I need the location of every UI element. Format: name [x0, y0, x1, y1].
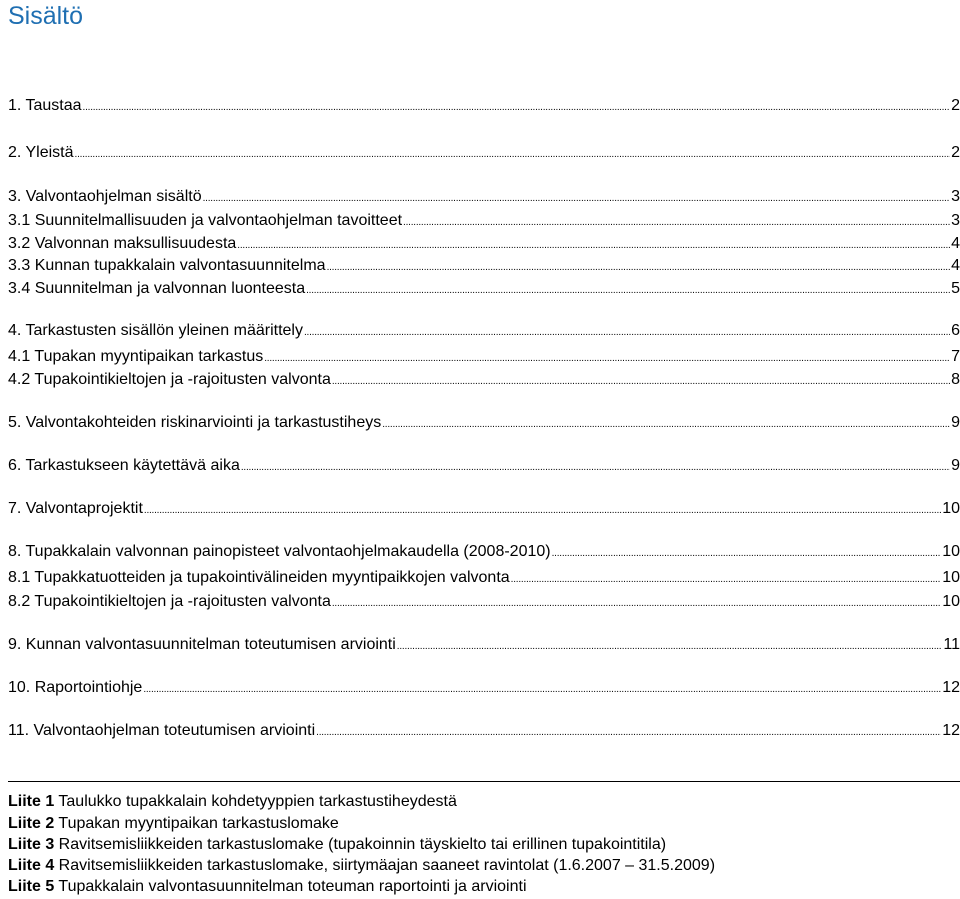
toc-entry[interactable]	[8, 211, 960, 233]
toc-entry-page: 10	[942, 569, 960, 586]
toc-leader-dots	[304, 321, 950, 343]
toc-leader-dots	[203, 187, 951, 209]
appendix-text: Taulukko tupakkalain kohdetyyppien tarkastustiheydestä	[54, 793, 457, 810]
toc-entry[interactable]	[8, 347, 960, 369]
toc-entry-label: 10. Raportointiohje	[8, 679, 143, 696]
toc-entry-page: 2	[951, 97, 960, 114]
appendix-tag: Liite 4	[8, 857, 55, 874]
toc-leader-dots	[327, 256, 951, 278]
appendix-item	[8, 855, 715, 876]
toc-leader-dots	[75, 143, 951, 165]
toc-entry[interactable]	[8, 721, 960, 743]
toc-entry[interactable]	[8, 568, 960, 590]
toc-leader-dots	[332, 592, 941, 614]
toc-leader-dots	[403, 211, 950, 233]
toc-entry[interactable]	[8, 370, 960, 392]
appendix-text: Tupakan myyntipaikan tarkastuslomake	[54, 815, 339, 832]
toc-entry-label: 3.3 Kunnan tupakkalain valvontasuunnitelma	[8, 257, 326, 274]
appendix-item	[8, 876, 527, 897]
toc-entry[interactable]	[8, 187, 960, 209]
toc-leader-dots	[552, 542, 942, 564]
toc-entry-page: 6	[951, 322, 960, 339]
toc-entry-page: 5	[951, 280, 960, 297]
appendix-tag: Liite 3	[8, 836, 55, 853]
toc-entry-page: 3	[951, 212, 960, 229]
toc-entry-page: 7	[951, 348, 960, 365]
toc-entry-label: 4. Tarkastusten sisällön yleinen määrittely	[8, 322, 303, 339]
toc-entry-label: 8.1 Tupakkatuotteiden ja tupakointivälineiden myyntipaikkojen valvonta	[8, 569, 510, 586]
toc-entry-label: 1. Taustaa	[8, 97, 82, 114]
toc-entry[interactable]	[8, 234, 960, 256]
toc-entry-page: 3	[951, 188, 960, 205]
page-title: Sisältö	[8, 2, 84, 30]
toc-entry-page: 10	[942, 593, 960, 610]
toc-entry-label: 3.4 Suunnitelman ja valvonnan luonteesta	[8, 280, 306, 297]
toc-entry-label: 7. Valvontaprojektit	[8, 500, 143, 517]
toc-entry-page: 4	[951, 257, 960, 274]
toc-leader-dots	[316, 721, 941, 743]
toc-entry-label: 3.2 Valvonnan maksullisuudesta	[8, 235, 237, 252]
appendix-item	[8, 834, 666, 855]
toc-entry-page: 10	[942, 543, 960, 560]
toc-entry-page: 8	[951, 371, 960, 388]
toc-entry-label: 9. Kunnan valvontasuunnitelman toteutumisen arviointi	[8, 636, 396, 653]
toc-leader-dots	[241, 456, 950, 478]
toc-entry-label: 6. Tarkastukseen käytettävä aika	[8, 457, 240, 474]
appendix-tag: Liite 1	[8, 793, 55, 810]
toc-entry[interactable]	[8, 321, 960, 343]
toc-entry[interactable]	[8, 635, 960, 657]
toc-entry-page: 9	[951, 457, 960, 474]
appendix-item	[8, 791, 457, 812]
appendix-text: Ravitsemisliikkeiden tarkastuslomake, siirtymäajan saaneet ravintolat (1.6.2007 – 31.5.2009)	[54, 857, 716, 874]
appendix-tag: Liite 5	[8, 878, 55, 895]
toc-entry-label: 11. Valvontaohjelman toteutumisen arviointi	[8, 722, 316, 739]
appendix-tag: Liite 2	[8, 815, 55, 832]
toc-entry-label: 2. Yleistä	[8, 144, 74, 161]
toc-entry[interactable]	[8, 499, 960, 521]
appendix-text: Ravitsemisliikkeiden tarkastuslomake (tupakoinnin täyskielto tai erillinen tupakointitila)	[54, 836, 667, 853]
divider	[8, 781, 960, 782]
toc-entry-label: 4.2 Tupakointikieltojen ja -rajoitusten valvonta	[8, 371, 331, 388]
toc-entry[interactable]	[8, 413, 960, 435]
toc-entry[interactable]	[8, 143, 960, 165]
toc-leader-dots	[144, 499, 941, 521]
toc-entry[interactable]	[8, 256, 960, 278]
toc-leader-dots	[382, 413, 950, 435]
toc-leader-dots	[237, 234, 950, 256]
toc-entry-label: 3. Valvontaohjelman sisältö	[8, 188, 202, 205]
toc-entry-label: 3.1 Suunnitelmallisuuden ja valvontaohjelman tavoitteet	[8, 212, 403, 229]
appendix-text: Tupakkalain valvontasuunnitelman toteuman raportointi ja arviointi	[54, 878, 527, 895]
toc-leader-dots	[264, 347, 950, 369]
toc-entry[interactable]	[8, 542, 960, 564]
toc-leader-dots	[83, 96, 951, 118]
toc-entry-page: 12	[942, 722, 960, 739]
toc-leader-dots	[332, 370, 950, 392]
toc-entry-label: 8.2 Tupakointikieltojen ja -rajoitusten valvonta	[8, 593, 331, 610]
toc-leader-dots	[143, 678, 941, 700]
toc-entry[interactable]	[8, 678, 960, 700]
toc-entry-label: 8. Tupakkalain valvonnan painopisteet valvontaohjelmakaudella (2008-2010)	[8, 543, 551, 560]
appendix-item	[8, 813, 339, 834]
toc-entry-page: 11	[943, 636, 960, 653]
toc-entry-page: 2	[951, 144, 960, 161]
toc-leader-dots	[511, 568, 942, 590]
toc-leader-dots	[306, 279, 950, 301]
toc-entry-page: 9	[951, 414, 960, 431]
toc-entry-page: 12	[942, 679, 960, 696]
toc-entry-page: 10	[942, 500, 960, 517]
toc-entry[interactable]	[8, 592, 960, 614]
toc-entry[interactable]	[8, 456, 960, 478]
toc-entry[interactable]	[8, 96, 960, 118]
toc-entry-label: 4.1 Tupakan myyntipaikan tarkastus	[8, 348, 264, 365]
toc-entry-label: 5. Valvontakohteiden riskinarviointi ja tarkastustiheys	[8, 414, 382, 431]
toc-leader-dots	[397, 635, 943, 657]
toc-entry-page: 4	[951, 235, 960, 252]
toc-entry[interactable]	[8, 279, 960, 301]
